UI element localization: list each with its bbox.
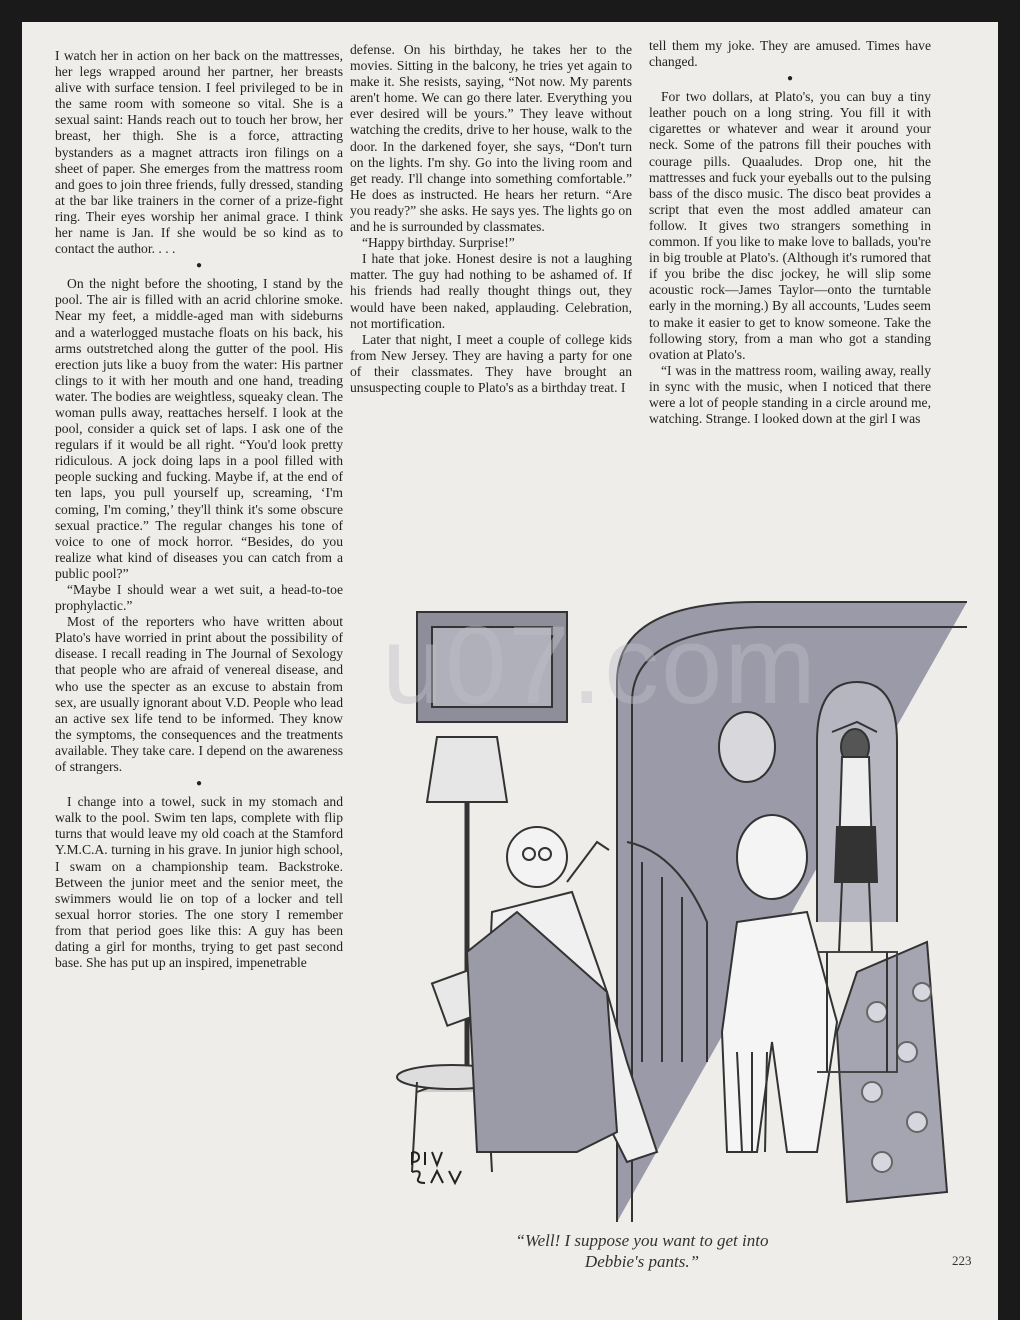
section-bullet: ● [195,260,203,272]
cartoon-caption: “Well! I suppose you want to get into Debbie's pants.” [515,1231,769,1271]
magazine-page [22,22,998,1320]
paragraph: Later that night, I meet a couple of college kids from New Jersey. They are having a party for one of their classmates. They have brought an unsuspecting couple to Plato's as a birthday treat. I [350,331,632,395]
paragraph: For two dollars, at Plato's, you can buy a tiny leather pouch on a long string. You fill it with cigarettes or whatever and wear it around your neck. Some of the patrons fill their pouches with courage pills. Quaaludes. Drop one, hit the mattresses and fuck your eyeballs out to the pulsing bass of the disco music. The disco beat provides a script that even the most addled amateur can follow. It gives two strangers something in common. If you like to make love to ballads, you're in big trouble at Plato's. (Although it's rumored that if you bribe the disc jockey, he will slip some acoustic rock—James Taylor—onto the turntable early in the morning.) By all accounts, 'Ludes seem to make it easier to get to know someone. Take the following story, from a man who got a standing ovation at Plato's. [649,89,931,362]
paragraph: I change into a towel, suck in my stomach and walk to the pool. Swim ten laps, complete with flip turns that would leave my old coach at the Stamford Y.M.C.A. turning in his grave. In junior high school, I swam on a championship team. Backstroke. Between the junior meet and the senior meet, the swimmers would lie on top of a locker and tell sexual horror stories. The one story I remember from that period goes like this: A guy has been dating a girl for months, trying to get past second base. She has put up an inspired, impenetrable [55,794,343,971]
page-number: 223 [952,1253,972,1268]
paragraph: I watch her in action on her back on the mattresses, her legs wrapped around her partner, her breasts alive with surface tension. I feel privileged to be in the same room with someone so vital. She is a sexual saint: Hands reach out to touch her brow, her breast, her thigh. She is a force, attracting bystanders as a magnet attracts iron filings on a sheet of paper. She emerges from the mattress room and goes to join three friends, fully dressed, standing at the bar like trainers in the corner of a prize-fight ring. Their eyes worship her animal grace. I think her name is Jan. If she would be so kind as to contact the author. . . . [55,48,343,257]
paragraph: defense. On his birthday, he takes her to the movies. Sitting in the balcony, he tries yet again to make it. She resists, saying, “Not now. My parents aren't home. We can go there later. Everything you ever desired will be yours.” They leave without watching the credits, drive to her house, walk to the door. In the darkened foyer, she says, “Don't turn on the lights. I'm shy. Go into the living room and get ready. I'll change into something comfortable.” He does as instructed. He hears her return. “Are you ready?” she asks. He says yes. The lights go on and he is surrounded by classmates. [350,42,632,235]
section-bullet: ● [786,73,794,85]
artist-signature [407,1147,467,1187]
text-column-3 [649,38,931,427]
paragraph: “Happy birthday. Surprise!” [362,235,515,251]
section-bullet: ● [195,778,203,790]
text-column-2 [350,42,632,396]
watermark-text: u07.com [382,604,818,727]
text-column-1 [55,48,343,971]
paragraph: On the night before the shooting, I stand by the pool. The air is filled with an acrid chlorine smoke. Near my feet, a middle-aged man with sideburns and a waterlogged mustache floats on his back, his arms outstretched along the gutter of the pool. His erection juts like a buoy from the water: His partner clings to it with her mouth and one hand, treading water. The bodies are weightless, squeaky clean. The woman pulls away, reattaches herself. I look at the pool, consider a quick set of laps. I ask one of the regulars if it would be all right. “You'd look pretty ridiculous. A jock doing laps in a pool filled with people sucking and fucking. Maybe if, at the end of ten laps, you pull yourself up, screaming, ‘I'm coming, I'm coming,’ they'll think it's some obscure sexual practice.” The regular changes his tone of voice to one of mock horror. “Besides, do you realize what kind of diseases you can catch from a public pool?” [55,276,343,581]
paragraph: tell them my joke. They are amused. Times have changed. [649,38,931,70]
paragraph: “Maybe I should wear a wet suit, a head-to-toe prophylactic.” [55,582,343,614]
paragraph: Most of the reporters who have written about Plato's have worried in print about the possibility of disease. I recall reading in The Journal of Sexology that people who are afraid of venereal disease, and who use the specter as an excuse to abstain from sex, are usually ignorant about V.D. People who lead an active sex life tend to be informed. They know the symptoms, the consequences and the treatments available. They take care. I depend on the awareness of strangers. [55,614,343,775]
paragraph: I hate that joke. Honest desire is not a laughing matter. The guy had nothing to be ashamed of. If his friends had really thought things out, they would have been naked, applauding. Celebration, not mortification. [350,251,632,331]
paragraph: “I was in the mattress room, wailing away, really in sync with the music, when I noticed that there were a lot of people standing in a circle around me, watching. Strange. I looked down at the girl I was [649,362,931,427]
